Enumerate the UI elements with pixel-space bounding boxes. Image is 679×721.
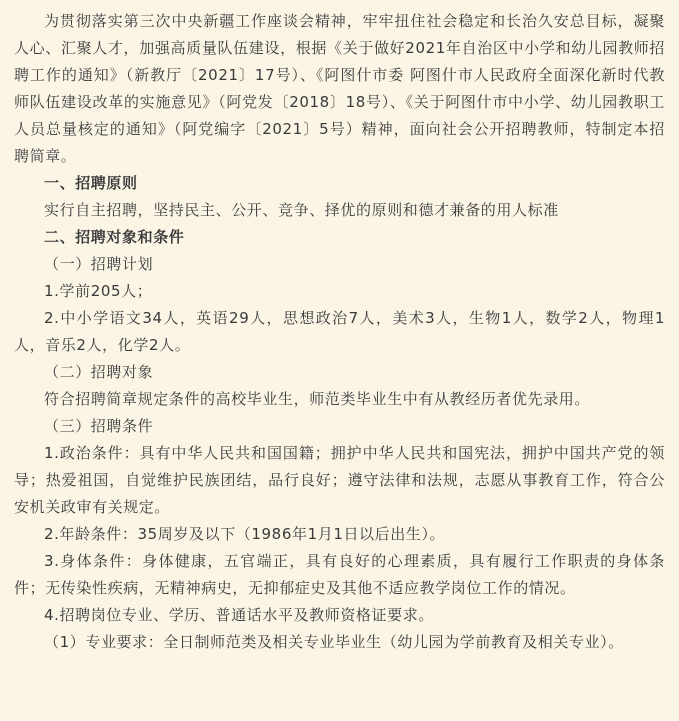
subheading-target: （二）招聘对象 [44,363,154,381]
condition-age: 2.年龄条件：35周岁及以下（1986年1月1日以后出生）。 [44,525,446,543]
target-paragraph: 符合招聘简章规定条件的高校毕业生，师范类毕业生中有从教经历者优先录用。 [44,390,591,408]
section-heading-targets: 二、招聘对象和条件 [44,228,185,246]
subheading-conditions: （三）招聘条件 [44,417,154,435]
principles-paragraph: 实行自主招聘，坚持民主、公开、竞争、择优的原则和德才兼备的用人标准 [44,201,559,219]
condition-major-requirement: （1）专业要求：全日制师范类及相关专业毕业生（幼儿园为学前教育及相关专业）。 [44,633,624,651]
section-heading-principles: 一、招聘原则 [44,174,138,192]
condition-qualifications: 4.招聘岗位专业、学历、普通话水平及教师资格证要求。 [44,606,434,624]
condition-political: 1.政治条件：具有中华人民共和国国籍；拥护中华人民共和国宪法，拥护中国共产党的领导；热爱祖国，自觉维护民族团结，品行良好；遵守法律和法规，志愿从事教育工作，符合公安机关政审有关规定。 [14,444,665,516]
intro-paragraph: 为贯彻落实第三次中央新疆工作座谈会精神，牢牢扭住社会稳定和长治久安总目标，凝聚人心、汇聚人才，加强高质量队伍建设，根据《关于做好2021年自治区中小学和幼儿园教师招聘工作的通知》（新教厅〔2021〕17号）、《阿图什市委 阿图什市人民政府全面深化新时代教师队伍建设改革的实施意见》（阿党发〔2018〕18号）、《关于阿图什市中小学、幼儿园教职工人员总量核定的通知》（阿党编字〔2021〕5号）精神，面向社会公开招聘教师，特制定本招聘简章。 [14,12,665,165]
condition-health: 3.身体条件：身体健康，五官端正，具有良好的心理素质，具有履行工作职责的身体条件；无传染性疾病，无精神病史，无抑郁症史及其他不适应教学岗位工作的情况。 [14,552,665,597]
subheading-plan: （一）招聘计划 [44,255,154,273]
plan-item-2: 2.中小学语文34人，英语29人，思想政治7人，美术3人，生物1人，数学2人，物理1人，音乐2人，化学2人。 [14,309,665,354]
plan-item-1: 1.学前205人； [44,282,153,300]
